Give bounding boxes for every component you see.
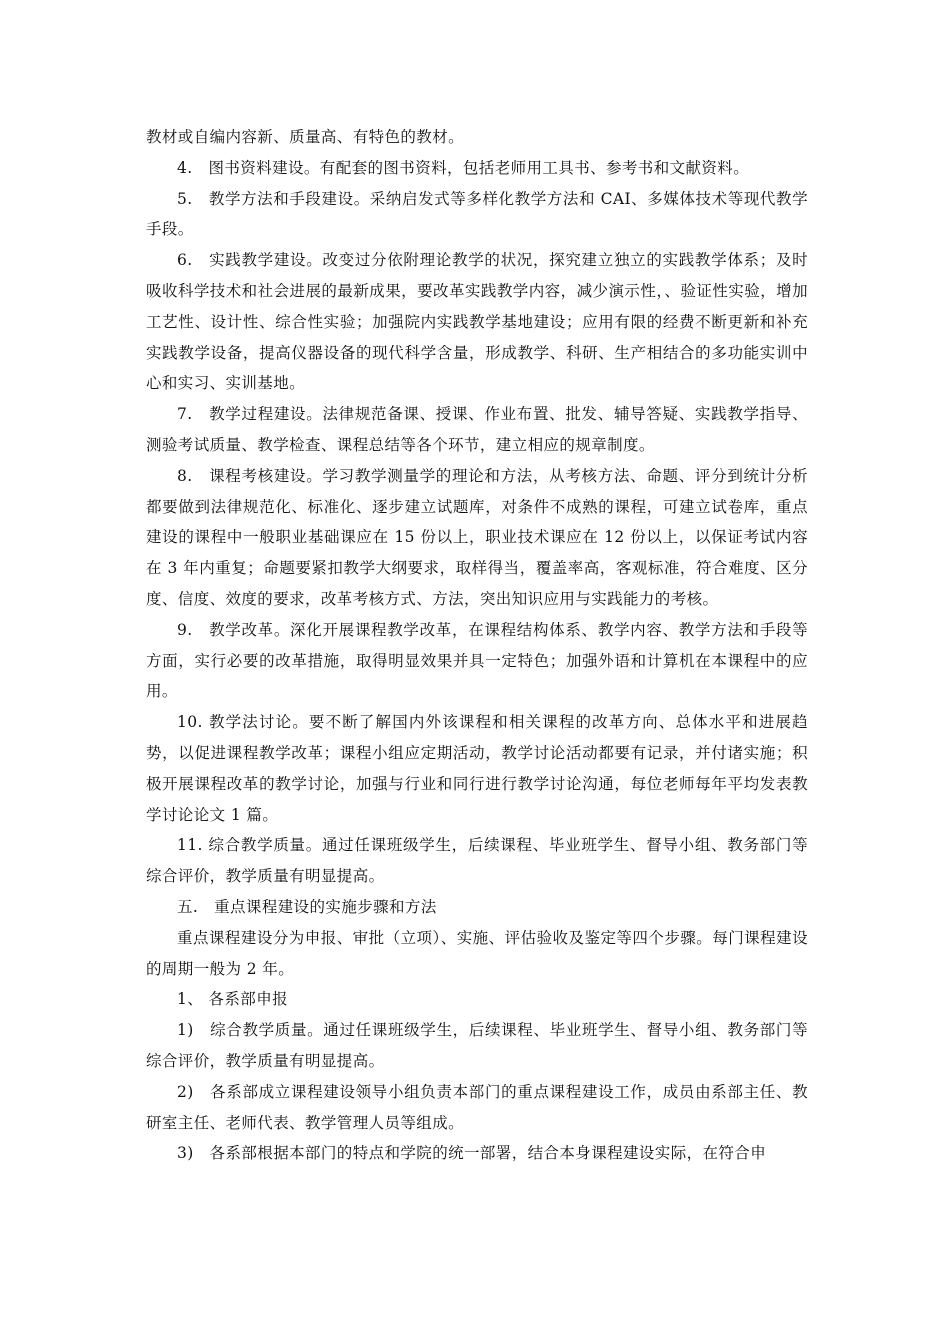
paragraph-item-8-assessment: 8. 课程考核建设。学习教学测量学的理论和方法，从考核方法、命题、评分到统计分析都要做到法律规范化、标准化、逐步建立试题库，对条件不成熟的课程，可建立试卷库，重点建设的课程中一般职业基础课应在 15 份以上，职业技术课应在 12 份以上，以保证考试内容在 3 年内重复；命题要紧扣教学大纲要求，取样得当，覆盖率高，客观标准，符合难度、区分度、信度、效度的要求，改革考核方式、方法，突出知识应用与实践能力的考核。 (146, 466, 808, 608)
paragraph-item-11-quality: 11. 综合教学质量。通过任课班级学生，后续课程、毕业班学生、督导小组、教务部门等综合评价，教学质量有明显提高。 (146, 836, 808, 886)
paragraph-subitem-1: 1) 综合教学质量。通过任课班级学生，后续课程、毕业班学生、督导小组、教务部门等综合评价，教学质量有明显提高。 (146, 1021, 808, 1070)
paragraph-item-6-practice: 6. 实践教学建设。改变过分依附理论教学的状况，探究建立独立的实践教学体系；及时吸收科学技术和社会进展的最新成果，要改革实践教学内容，减少演示性，、验证性实验，增加工艺性、设计性、综合性实验；加强院内实践教学基地建设；应用有限的经费不断更新和补充实践教学设备，提高仪器设备的现代科学含量，形成教学、科研、生产相结合的多功能实训中心和实习、实训基地。 (146, 251, 808, 393)
subheading-department-application: 1、 各系部申报 (177, 990, 288, 1009)
paragraph-textbook-continuation: 教材或自编内容新、质量高、有特色的教材。 (146, 128, 465, 146)
paragraph-item-5-methods: 5. 教学方法和手段建设。采纳启发式等多样化教学方法和 CAI、多媒体技术等现代教学手段。 (146, 189, 808, 239)
paragraph-item-4-library: 4. 图书资料建设。有配套的图书资料，包括老师用工具书、参考书和文献资料。 (177, 158, 750, 177)
paragraph-item-9-reform: 9. 教学改革。深化开展课程教学改革，在课程结构体系、教学内容、教学方法和手段等方面，实行必要的改革措施，取得明显效果并具一定特色；加强外语和计算机在本课程中的应用。 (146, 620, 808, 701)
paragraph-subitem-2: 2) 各系部成立课程建设领导小组负责本部门的重点课程建设工作，成员由系部主任、教研室主任、老师代表、教学管理人员等组成。 (146, 1082, 808, 1132)
paragraph-item-7-process: 7. 教学过程建设。法律规范备课、授课、作业布置、批发、辅导答疑、实践教学指导、测验考试质量、教学检查、课程总结等各个环节，建立相应的规章制度。 (146, 405, 808, 454)
section-heading-5: 五. 重点课程建设的实施步骤和方法 (177, 897, 437, 916)
paragraph-steps-overview: 重点课程建设分为申报、审批（立项）、实施、评估验收及鉴定等四个步骤。每门课程建设的周期一般为 2 年。 (146, 928, 808, 978)
paragraph-item-10-research: 10. 教学法讨论。要不断了解国内外该课程和相关课程的改革方向、总体水平和进展趋势，以促进课程教学改革；课程小组应定期活动，教学讨论活动都要有记录，并付诸实施；积极开展课程改革的教学讨论，加强与行业和同行进行教学讨论沟通，每位老师每年平均发表教学讨论论文 1 篇。 (146, 713, 808, 824)
document-body (146, 122, 808, 1169)
paragraph-subitem-3: 3) 各系部根据本部门的特点和学院的统一部署，结合本身课程建设实际，在符合申 (177, 1144, 767, 1163)
